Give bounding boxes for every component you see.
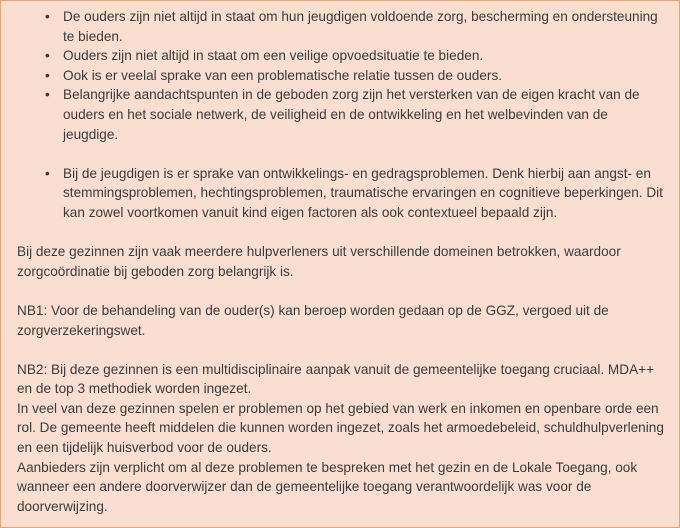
paragraph-nb2-line: Aanbieders zijn verplicht om al deze problemen te bespreken met het gezin en de Lokale Toegang, ook wanneer een andere doorverwijzer dan de gemeentelijke toegang verantwoordelijk was voor de doorverwijzing. — [17, 459, 638, 514]
bullet-point-icon: • — [45, 48, 50, 64]
paragraph-nb2 — [16, 360, 665, 517]
bullet-point-icon: • — [45, 67, 50, 83]
bullet-list-parents — [16, 7, 665, 144]
list-item-text: Bij de jeugdigen is er sprake van ontwikkelings- en gedragsproblemen. Denk hierbij aan angst- en stemmingsproblemen, hechtingsproblemen, traumatische ervaringen en cognitieve beperkingen. Dit kan zowel voortkomen vanuit kind eigen factoren als ook contextueel bepaald zijn. — [63, 165, 663, 220]
paragraph-spacer — [16, 223, 665, 243]
paragraph-spacer — [16, 281, 665, 301]
list-item-text: Ook is er veelal sprake van een problematische relatie tussen de ouders. — [63, 67, 503, 83]
paragraph-nb2-line: NB2: Bij deze gezinnen is een multidisciplinaire aanpak vanuit de gemeentelijke toegang cruciaal. MDA++ en de top 3 methodiek worden ingezet. — [17, 361, 655, 397]
paragraph-nb2-line: In veel van deze gezinnen spelen er problemen op het gebied van werk en inkomen en openbare orde een rol. De gemeente heeft middelen die kunnen worden ingezet, zoals het armoedebeleid, schuldhulpverlening en een tijdelijk huisverbod voor de ouders. — [17, 400, 664, 456]
list-item — [16, 46, 665, 66]
bullet-point-icon: • — [45, 165, 50, 181]
list-item-text: Belangrijke aandachtspunten in de geboden zorg zijn het versterken van de eigen kracht van de ouders en het sociale netwerk, de veiligheid en de ontwikkeling en het welbevinden van de jeugdige. — [63, 87, 640, 142]
list-group-spacer — [16, 144, 665, 164]
list-item-text: De ouders zijn niet altijd in staat om hun jeugdigen voldoende zorg, bescherming en ondersteuning te bieden. — [63, 9, 658, 44]
bullet-point-icon: • — [45, 87, 50, 103]
paragraph-coordination: Bij deze gezinnen zijn vaak meerdere hulpverleners uit verschillende domeinen betrokken, waardoor zorgcoördinatie bij geboden zorg belangrijk is. — [17, 244, 621, 279]
list-item — [16, 7, 665, 46]
bullet-list-youth — [16, 164, 665, 223]
paragraph-spacer — [16, 340, 665, 360]
list-item-text: Ouders zijn niet altijd in staat om een veilige opvoedsituatie te bieden. — [63, 48, 484, 64]
list-item — [16, 66, 665, 86]
bullet-point-icon: • — [45, 9, 50, 24]
list-item — [16, 164, 665, 223]
list-item — [16, 85, 665, 144]
paragraph-nb1: NB1: Voor de behandeling van de ouder(s) kan beroep worden gedaan op de GGZ, vergoed uit de zorgverzekeringswet. — [17, 302, 609, 338]
